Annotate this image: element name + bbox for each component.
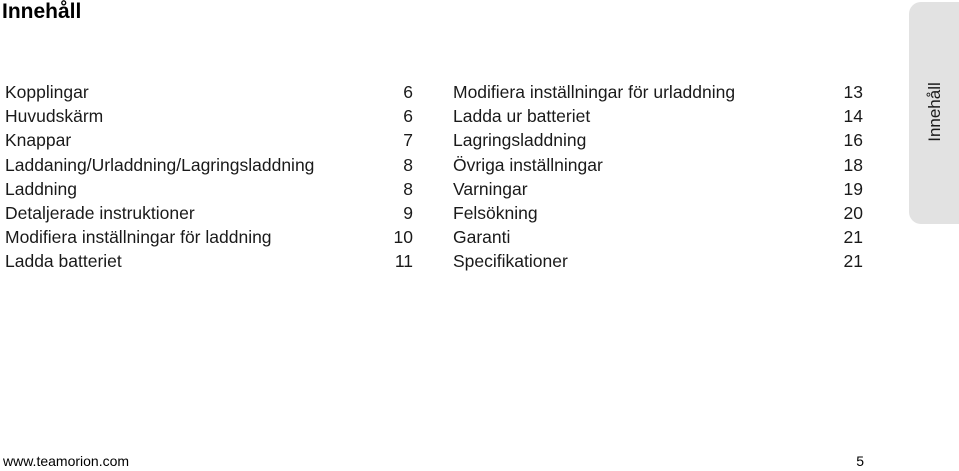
toc-entry-page: 19 bbox=[843, 178, 863, 199]
toc-entry[interactable] bbox=[453, 128, 863, 152]
toc-entry-page: 6 bbox=[403, 82, 413, 102]
toc-entry[interactable] bbox=[5, 104, 413, 128]
toc-entry-page: 14 bbox=[843, 106, 863, 127]
toc-entry[interactable] bbox=[5, 177, 413, 201]
toc-entry[interactable] bbox=[453, 201, 863, 225]
toc-entry[interactable] bbox=[5, 249, 413, 273]
toc-entry[interactable] bbox=[453, 104, 863, 128]
toc-right-column bbox=[453, 80, 863, 274]
toc-entry-label: Garanti bbox=[453, 227, 511, 248]
toc-entry-label: Lagringsladdning bbox=[453, 130, 587, 151]
toc-entry-page: 9 bbox=[403, 202, 413, 223]
page-title: Innehåll bbox=[2, 0, 82, 23]
toc-entry[interactable] bbox=[5, 153, 413, 177]
toc-entry-page: 13 bbox=[843, 82, 863, 102]
toc-entry-page: 21 bbox=[843, 251, 863, 272]
toc-entry-label: Detaljerade instruktioner bbox=[5, 202, 195, 223]
toc-entry[interactable] bbox=[5, 128, 413, 152]
toc-entry-page: 18 bbox=[843, 154, 863, 175]
toc-entry[interactable] bbox=[453, 153, 863, 177]
footer-url: www.teamorion.com bbox=[3, 453, 130, 469]
toc-entry-label: Huvudskärm bbox=[5, 106, 104, 127]
toc-entry[interactable] bbox=[453, 249, 863, 273]
toc-entry-page: 8 bbox=[403, 154, 413, 175]
page-number: 5 bbox=[856, 453, 864, 469]
toc-entry[interactable] bbox=[5, 225, 413, 249]
toc-left-column bbox=[5, 80, 413, 274]
toc-entry-label: Varningar bbox=[453, 178, 528, 199]
toc-entry[interactable] bbox=[453, 80, 863, 104]
toc-entry-page: 11 bbox=[394, 251, 413, 272]
toc-entry-label: Övriga inställningar bbox=[453, 154, 603, 175]
toc-entry-page: 8 bbox=[403, 178, 413, 199]
toc-entry-label: Felsökning bbox=[453, 202, 538, 223]
toc-entry-label: Laddning bbox=[5, 178, 78, 199]
section-tab-label: Innehåll bbox=[925, 82, 944, 142]
toc-entry[interactable] bbox=[5, 80, 413, 104]
toc-entry[interactable] bbox=[453, 177, 863, 201]
toc-entry-label: Ladda ur batteriet bbox=[453, 106, 591, 127]
toc-entry-page: 7 bbox=[403, 130, 413, 151]
toc-entry-page: 20 bbox=[843, 202, 863, 223]
toc-entry[interactable] bbox=[453, 225, 863, 249]
toc-entry[interactable] bbox=[5, 201, 413, 225]
toc-entry-label: Knappar bbox=[5, 130, 72, 151]
toc-entry-label: Modifiera inställningar för urladdning bbox=[453, 82, 736, 102]
toc-entry-page: 16 bbox=[843, 130, 863, 151]
toc-entry-page: 21 bbox=[843, 227, 863, 248]
toc-entry-label: Specifikationer bbox=[453, 251, 568, 272]
toc-entry-label: Modifiera inställningar för laddning bbox=[5, 227, 272, 248]
toc-entry-label: Laddaning/Urladdning/Lagringsladdning bbox=[5, 154, 315, 175]
toc-entry-page: 6 bbox=[403, 106, 413, 127]
toc-entry-label: Ladda batteriet bbox=[5, 251, 122, 272]
toc-entry-label: Kopplingar bbox=[5, 82, 89, 102]
toc-entry-page: 10 bbox=[393, 227, 413, 248]
